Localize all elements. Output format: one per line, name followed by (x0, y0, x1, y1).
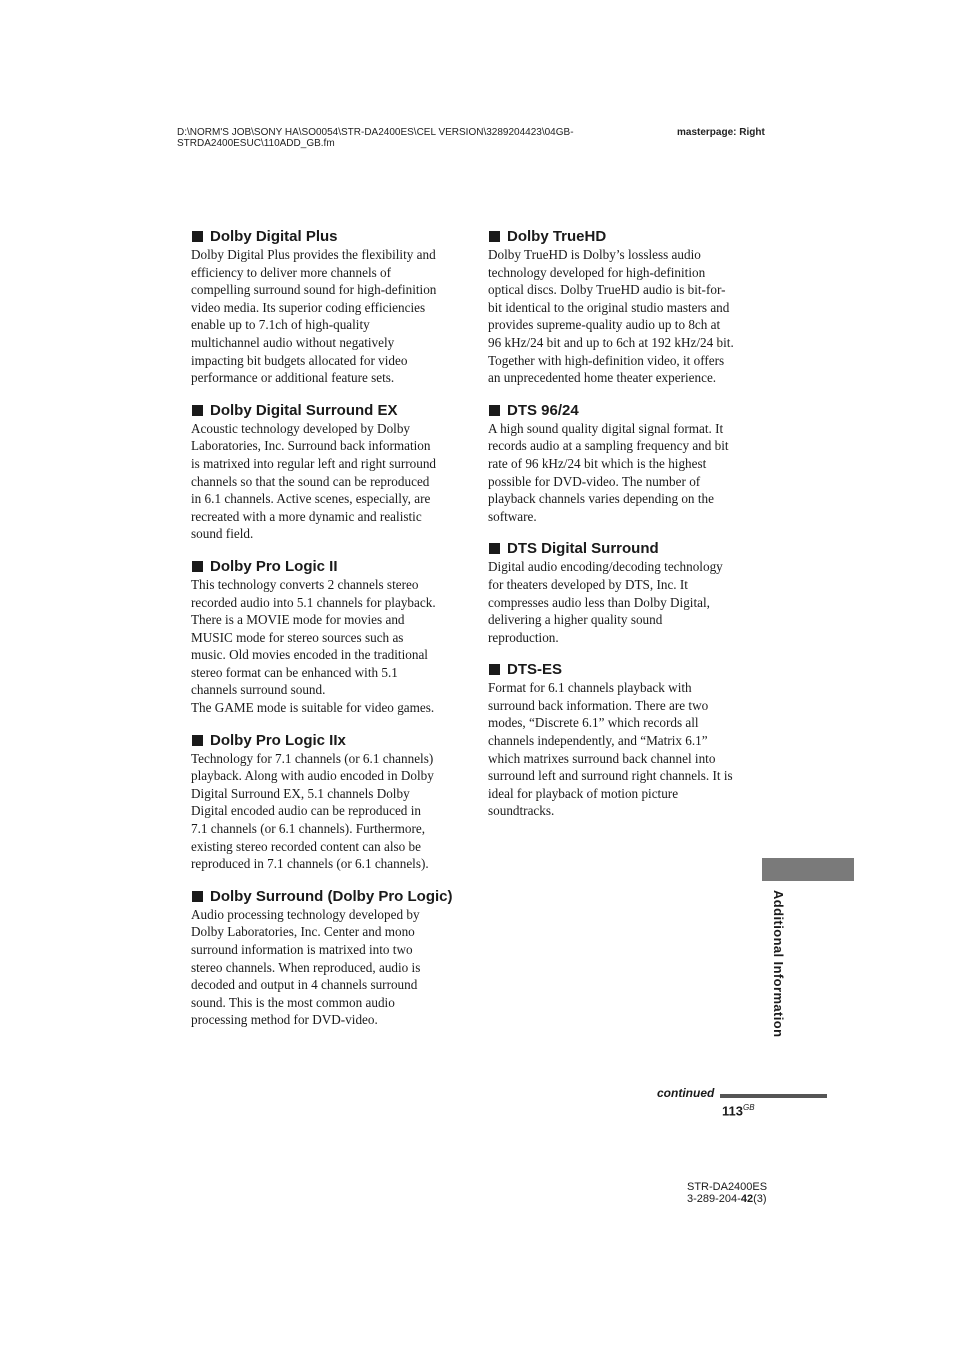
section-dolby-surround (191, 889, 459, 1029)
section-body: This technology converts 2 channels stereo recorded audio into 5.1 channels for playback. There is a MOVIE mode for movies and MUSIC mode for stereo sources such as music. Old movies encoded in the traditional stereo format can be enhanced with 5.1 channels surround sound. The GAME mode is suitable for video games. (191, 576, 436, 716)
square-bullet-icon (192, 405, 203, 416)
section-title: Dolby Pro Logic II (210, 557, 338, 575)
document-code-bold: 42 (740, 1193, 754, 1205)
masterpage-label: masterpage: Right (677, 127, 765, 138)
section-title: DTS 96/24 (507, 401, 579, 419)
section-body: Dolby Digital Plus provides the flexibility and efficiency to deliver more channels of compelling surround sound for high-definition video media. Its superior coding efficiencies enable up to 7.1ch of high-quality multichannel audio without negatively impacting bit budgets allocated for video performance or additional feature sets. (191, 247, 437, 386)
square-bullet-icon (192, 891, 203, 902)
section-body: Audio processing technology developed by Dolby Laboratories, Inc. Center and mono surround information is matrixed into two stereo channels. When reproduced, audio is decoded and output in 4 channels surround sound. This is the most common audio processing method for DVD-video. (191, 906, 421, 1028)
document-code-prefix: 3-289-204- (687, 1193, 741, 1205)
section-title: Dolby Surround (Dolby Pro Logic) (210, 887, 453, 905)
footer-model-info (687, 1181, 767, 1205)
section-body: Technology for 7.1 channels (or 6.1 channels) playback. Along with audio encoded in Dolby Digital Surround EX, 5.1 channels Dolby Digital encoded audio can be reproduced in 7.1 channels (or 6.1 channels). Furthermore, existing stereo recorded content can also be reproduced in 7.1 channels (or 6.1 channels). (191, 750, 434, 872)
square-bullet-icon (192, 231, 203, 242)
model-number: STR-DA2400ES (687, 1181, 768, 1193)
section-dolby-pro-logic-iix (191, 733, 459, 873)
right-column (488, 229, 756, 836)
section-body: A high sound quality digital signal format. It records audio at a sampling frequency and bit rate of 96 kHz/24 bit which is the highest possible for DVD-video. The number of playback channels varies depending on the software. (488, 420, 729, 524)
page-number (722, 1103, 755, 1118)
section-title: DTS Digital Surround (507, 540, 659, 558)
square-bullet-icon (192, 735, 203, 746)
file-path-line-1: D:\NORM'S JOB\SONY HA\SO0054\STR-DA2400ES\CEL VERSION\3289204423\04GB- (177, 127, 574, 138)
document-code (687, 1193, 767, 1205)
section-body: Acoustic technology developed by Dolby Laboratories, Inc. Surround back information is matrixed into regular left and right surround channels so that the sound can be reproduced in 6.1 channels. Active scenes, especially, are recreated with a more dynamic and realistic sound field. (191, 420, 437, 542)
section-title: Dolby Digital Surround EX (210, 401, 398, 419)
section-title: Dolby Pro Logic IIx (210, 731, 346, 749)
section-dts-digital-surround (488, 541, 756, 646)
section-dolby-truehd (488, 229, 756, 387)
square-bullet-icon (489, 405, 500, 416)
square-bullet-icon (489, 231, 500, 242)
continued-bar (720, 1094, 827, 1098)
section-body: Format for 6.1 channels playback with surround back information. There are two modes, “Discrete 6.1” which records all channels independently, and “Matrix 6.1” which matrixes surround back channel into surround left and surround right channels. It is ideal for playback of motion picture soundtracks. (488, 680, 733, 819)
section-title: Dolby TrueHD (507, 228, 607, 245)
section-body: Dolby TrueHD is Dolby’s lossless audio technology developed for high-definition optical discs. Dolby TrueHD audio is bit-for- bit identical to the original studio masters and provides supreme-quality audio up to 8ch at 96 kHz/24 bit and up to 6ch at 192 kHz/24 bit. Together with high-definition video, it offers an unprecedented home theater experience. (488, 247, 734, 386)
file-path-header (177, 127, 647, 149)
section-dolby-digital-plus (191, 229, 459, 387)
left-column (191, 229, 459, 1045)
continued-label: continued (657, 1086, 715, 1100)
document-code-suffix: (3) (753, 1193, 767, 1205)
section-title: DTS-ES (507, 661, 563, 679)
section-dts-es (488, 662, 756, 820)
section-dts-96-24 (488, 403, 756, 526)
side-tab-marker (762, 858, 854, 881)
side-tab-label: Additional Information (771, 890, 786, 1038)
section-title: Dolby Digital Plus (210, 228, 338, 245)
square-bullet-icon (489, 543, 500, 554)
page-number-suffix: GB (742, 1103, 755, 1112)
square-bullet-icon (489, 664, 500, 675)
file-path-line-2: STRDA2400ESUC\110ADD_GB.fm (177, 138, 335, 149)
square-bullet-icon (192, 561, 203, 572)
section-body: Digital audio encoding/decoding technology for theaters developed by DTS, Inc. It compresses audio less than Dolby Digital, delivering a higher quality sound reproduction. (488, 559, 723, 645)
page-number-value: 113 (722, 1103, 743, 1119)
section-dolby-pro-logic-ii (191, 559, 459, 717)
section-dolby-digital-surround-ex (191, 403, 459, 543)
